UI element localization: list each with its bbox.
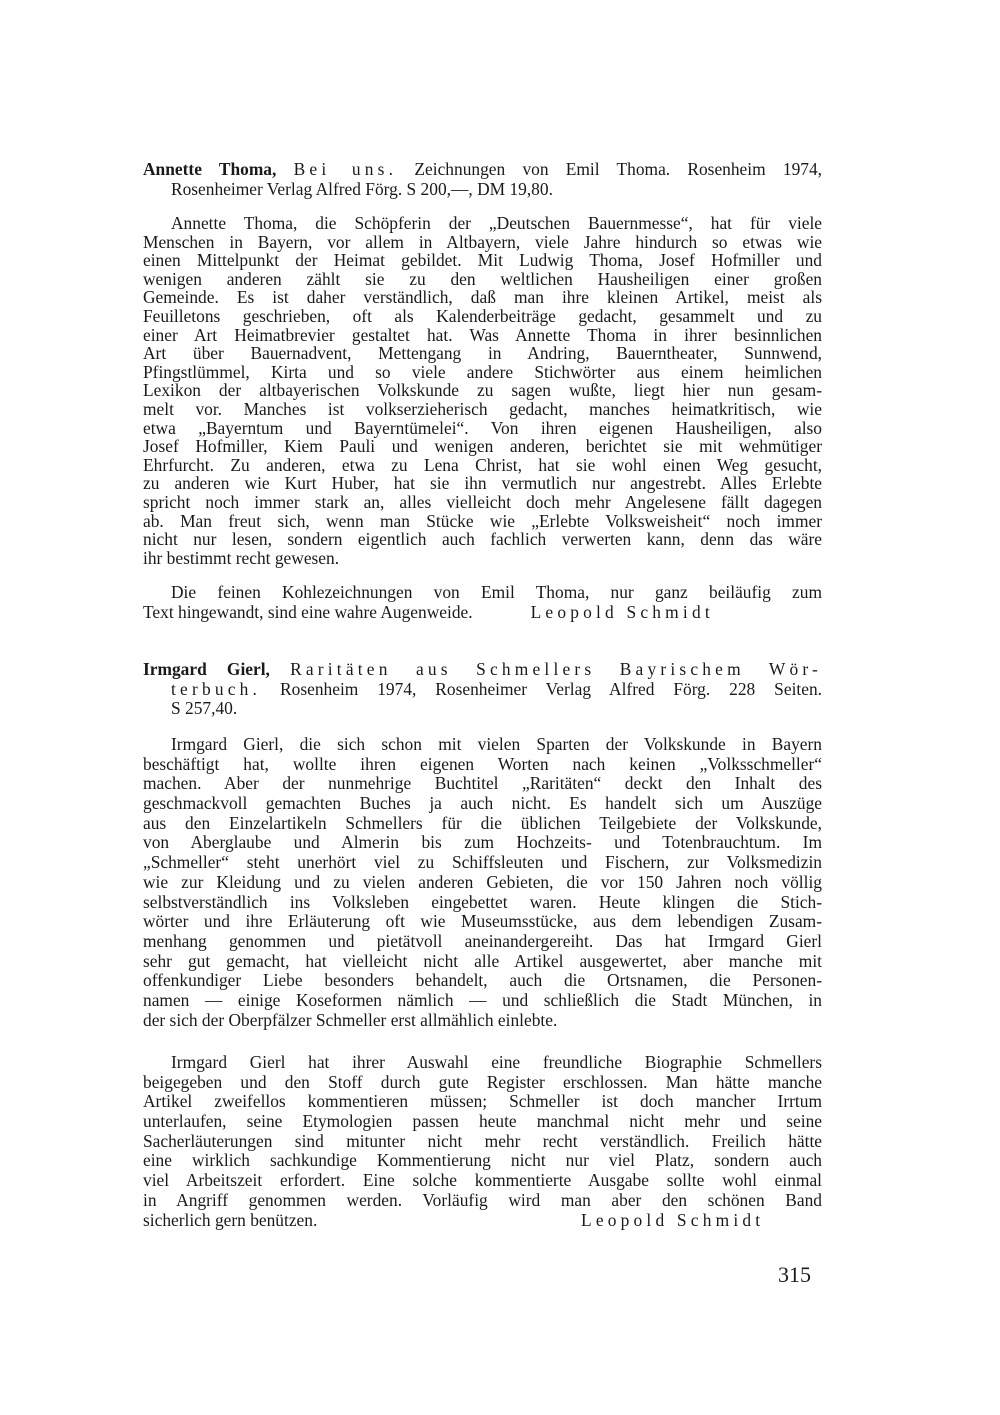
text-line: „Schmeller“ steht unerhört viel zu Schiffsleuten und Fischern, zur Volksmedizin [143, 852, 822, 873]
text-line: Gemeinde. Es ist daher verständlich, daß man ihre kleinen Artikel, meist als [143, 287, 822, 308]
review-2-header-line-1 [143, 660, 822, 680]
review-1-paragraph-2 [143, 583, 822, 622]
reviewer-signature: Leopold Schmidt [581, 1210, 765, 1230]
text-line: von Aberglaube und Almerin bis zum Hochzeits- und Totenbrauchtum. Im [143, 832, 822, 853]
text-line: offenkundiger Liebe besonders behandelt, auch die Ortsnamen, die Personen- [143, 970, 822, 991]
text-line: beigegeben und den Stoff durch gute Register erschlossen. Man hätte manche [143, 1071, 822, 1092]
text-line: Pfingstlümmel, Kirta und so viele andere Stichwörter aus einem heimlichen [143, 361, 822, 382]
text-line: Josef Hofmiller, Kiem Pauli und wenigen anderen, berichtet sie mit wehmütiger [143, 436, 822, 457]
text-line: Ehrfurcht. Zu anderen, etwa zu Lena Christ, hat sie wohl einen Weg gesucht, [143, 454, 822, 475]
text-line: sehr gut gemacht, hat vielleicht nicht alle Artikel ausgewertet, aber manche mit [143, 950, 822, 971]
text-line: beschäftigt hat, wollte ihren eigenen Worten nach keinen „Volksschmeller“ [143, 753, 822, 774]
review-1-paragraph-1 [143, 214, 822, 567]
text-line: spricht noch immer stark an, alles vielleicht doch mehr Angelesene fällt dagegen [143, 491, 822, 512]
text-line: sicherlich gern benützen. [143, 1210, 318, 1230]
text-line: etwa „Bayerntum und Bayerntümelei“. Von ihren eigenen Hausheiligen, also [143, 417, 822, 438]
text-line: wenigen anderen zählt sie zu den weltlichen Hausheiligen einer großen [143, 268, 822, 289]
text-line: Irmgard Gierl hat ihrer Auswahl eine freundliche Biographie Schmellers [171, 1052, 822, 1072]
text-line: Lexikon der altbayerischen Volkskunde zu sagen wußte, liegt hier nun gesam- [143, 380, 822, 401]
text-line: einen Mittelpunkt der Heimat gebildet. Mit Ludwig Thoma, Josef Hofmiller und [143, 250, 822, 271]
text-line: Art über Bauernadvent, Mettengang in Andring, Bauerntheater, Sunnwend, [143, 343, 822, 364]
text-line: Sacherläuterungen sind mitunter nicht mehr recht verständlich. Freilich hätte [143, 1130, 822, 1151]
review-2-author: Irmgard Gierl, [143, 659, 270, 679]
review-2-paragraph-2 [143, 1053, 822, 1211]
text-line: aus den Einzelartikeln Schmellers für die üblichen Teilgebiete der Volkskunde, [143, 812, 822, 833]
text-line: menhang genommen und pietätvoll aneinandergereiht. Das hat Irmgard Gierl [143, 930, 822, 951]
review-1-header-rest: Zeichnungen von Emil Thoma. Rosenheim 1974, [414, 159, 823, 179]
text-line: Die feinen Kohlezeichnungen von Emil Thoma, nur ganz beiläufig zum [171, 582, 822, 602]
text-line: namen — einige Koseformen nämlich — und schließlich die Stadt München, in [143, 989, 822, 1010]
reviewer-signature: Leopold Schmidt [530, 601, 714, 622]
review-2-header-rest: Rosenheim 1974, Rosenheimer Verlag Alfred Förg. 228 Seiten. [280, 678, 822, 699]
signature-line [143, 603, 822, 623]
text-line: selbstverständlich ins Volksleben eingebettet waren. Heute klingen die Stich- [143, 891, 822, 912]
text-line: Feuilletons geschrieben, oft als Kalenderbeiträge gedacht, gesammelt und zu [143, 305, 822, 326]
text-line: geschmackvoll gemachten Buches ja auch nicht. Es handelt sich um Auszüge [143, 793, 822, 814]
text-line: melt vor. Manches ist volkserzieherisch gedacht, manches heimatkritisch, wie [143, 398, 822, 419]
text-line: wörter und ihre Erläuterung oft wie Museumsstücke, aus dem lebendigen Zusam- [143, 911, 822, 932]
text-line: Text hingewandt, sind eine wahre Augenweide. [143, 601, 473, 622]
review-2-header-line-2 [143, 680, 822, 700]
text-line: unterlaufen, seine Etymologien passen heute manchmal nicht mehr und seine [143, 1111, 822, 1132]
review-1-header [143, 160, 822, 199]
text-line: Irmgard Gierl, die sich schon mit vielen Sparten der Volkskunde in Bayern [171, 734, 822, 754]
review-1-author: Annette Thoma, [143, 159, 277, 179]
review-1-header-line-2: Rosenheimer Verlag Alfred Förg. S 200,—, DM 19,80. [171, 178, 553, 199]
text-line: Annette Thoma, die Schöpferin der „Deutschen Bauernmesse“, hat für viele [171, 213, 822, 233]
text-line: nicht nur lesen, sondern eigentlich auch fachlich verwerten kann, denn das wäre [143, 529, 822, 550]
text-line: einer Art Heimatbrevier gestaltet hat. Was Annette Thoma in ihrer besinnlichen [143, 324, 822, 345]
text-line: ihr bestimmt recht gewesen. [143, 547, 340, 568]
review-1-title: Bei uns. [293, 159, 398, 179]
page-number: 315 [778, 1262, 811, 1287]
review-1-header-line-1 [143, 160, 822, 180]
text-line: der sich der Oberpfälzer Schmeller erst allmählich einlebte. [143, 1009, 558, 1030]
text-line: zu anderen wie Kurt Huber, hat sie ihn vermutlich nur angestrebt. Alles Erlebte [143, 473, 822, 494]
signature-line [143, 1211, 822, 1231]
text-line: wie zur Kleidung und zu vielen anderen Gebieten, die vor 150 Jahren noch völlig [143, 871, 822, 892]
review-2-title: Raritäten aus Schmellers Bayrischem Wör- [290, 659, 822, 679]
text-line: Menschen in Bayern, vor allem in Altbayern, viele Jahre hindurch so etwas wie [143, 231, 822, 252]
review-2-paragraph-1 [143, 735, 822, 1030]
text-line: viel Arbeitszeit erfordert. Eine solche kommentierte Ausgabe sollte wohl einmal [143, 1170, 822, 1191]
review-2-title-cont: terbuch. [171, 678, 262, 699]
review-2-header-line-3: S 257,40. [171, 698, 238, 719]
text-line: ab. Man freut sich, wenn man Stücke wie „Erlebte Volksweisheit“ noch immer [143, 510, 822, 531]
text-line: eine wirklich sachkundige Kommentierung nicht nur viel Platz, sondern auch [143, 1150, 822, 1171]
text-line: Artikel zweifellos kommentieren müssen; Schmeller ist doch mancher Irrtum [143, 1091, 822, 1112]
text-line: machen. Aber der nunmehrige Buchtitel „Raritäten“ deckt den Inhalt des [143, 773, 822, 794]
text-line: in Angriff genommen werden. Vorläufig wird man aber den schönen Band [143, 1189, 822, 1210]
review-2-header [143, 660, 822, 719]
review-2-signature-line [143, 1211, 822, 1231]
